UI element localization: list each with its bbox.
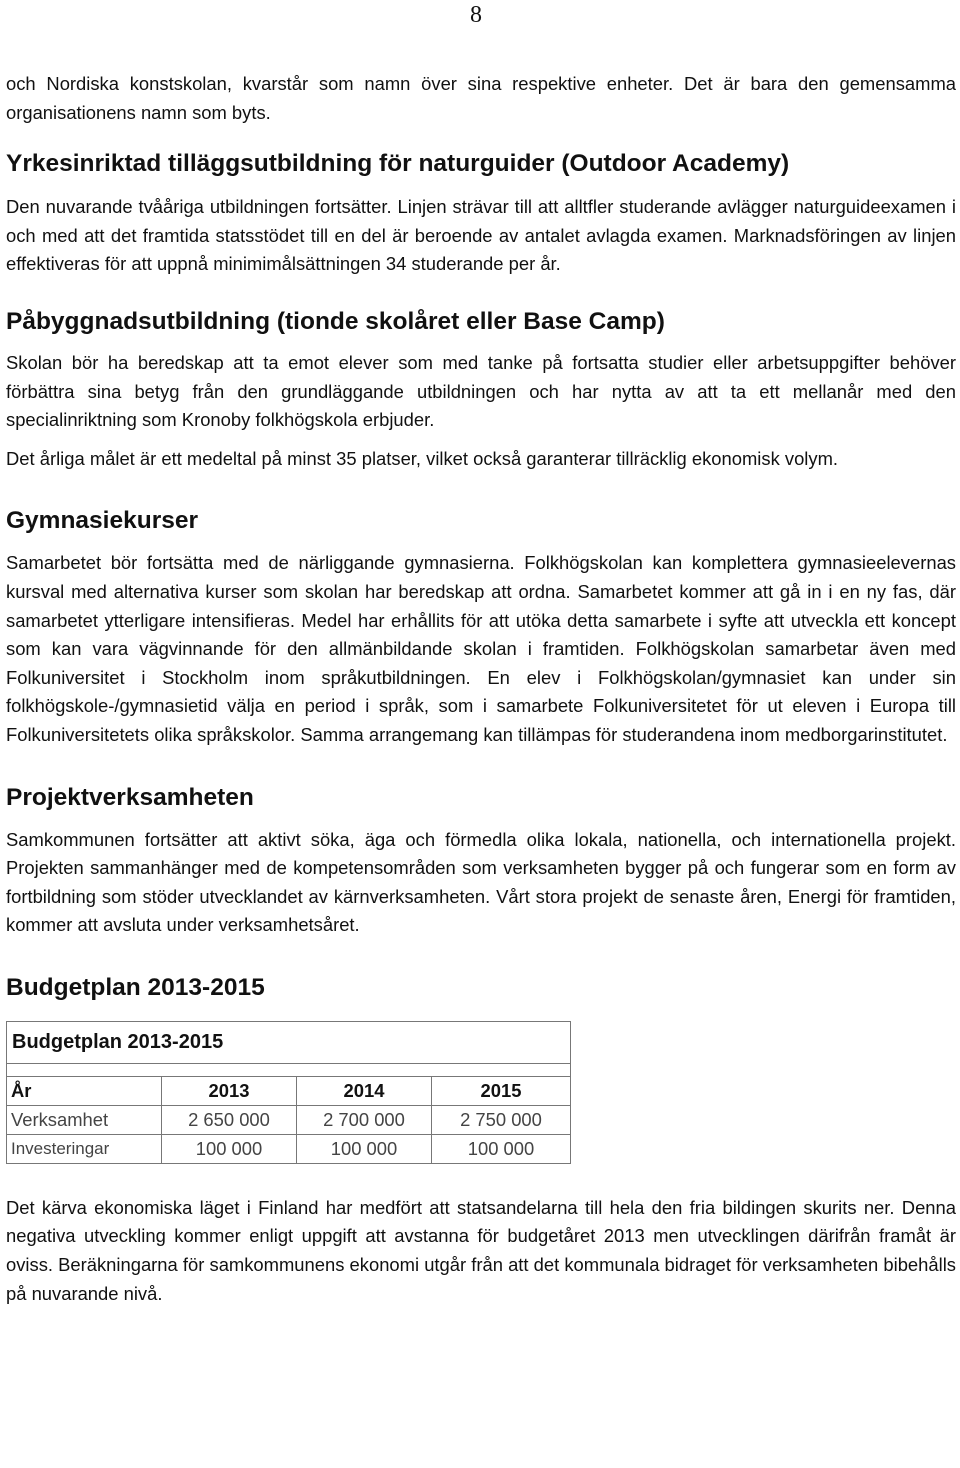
- projekt-paragraph: Samkommunen fortsätter att aktivt söka, äga och förmedla olika lokala, nationella, och internationella projekt. Projekten sammanhänger med de kompetensområden som verksamheten bygger på och fungerar som en form av fortbildning som stöder utvecklandet av kärnverksamheten. Vårt stora projekt de senaste åren, Energi för framtiden, kommer att avsluta under verksamhetsåret.: [6, 828, 956, 936]
- budget-header-2014: 2014: [297, 1076, 432, 1105]
- budget-row-label-verksamhet: Verksamhet: [7, 1105, 162, 1134]
- budget-cell: 2 750 000: [432, 1105, 571, 1134]
- budget-row-label-investeringar: Investeringar: [7, 1134, 162, 1163]
- gymnasiekurser-paragraph: Samarbetet bör fortsätta med de närliggande gymnasierna. Folkhögskolan kan komplettera gymnasieelevernas kursval med alternativa kurser som skolan har beredskap att ordna. Samarbetet kommer att gå in i en ny fas, där samarbetet ytterligare intensifieras. Medel har erhållits för att utöka detta samarbete i syfte att utveckla ett koncept som kan vara vägvinnande för den allmänbildande skolan i framtiden. Folkhögskolan samarbetar även med Folkuniversitet i Stockholm inom språkutbildningen. En elev i Folkhögskolan/gymnasiet kan under sin folkhögskole-/gymnasietid välja en period i språk, som i samarbete Folkuniversitetet för ut eleven i Europa till Folkuniversitetets olika språkskolor. Samma arrangemang kan tillämpas för studerandena inom medborgarinstitutet.: [6, 552, 956, 745]
- page-number: 8: [470, 2, 482, 28]
- pabyggnad-paragraph-1: Skolan bör ha beredskap att ta emot elever som med tanke på fortsatta studier eller arbetsuppgifter behöver förbättra sina betyg från den grundläggande utbildningen och har nytta av att ta ett mellanår med den specialinriktning som Kronoby folkhögskola erbjuder.: [6, 351, 956, 431]
- heading-yrkesinriktad: Yrkesinriktad tilläggsutbildning för naturguider (Outdoor Academy): [6, 150, 790, 178]
- budget-cell: 100 000: [297, 1134, 432, 1163]
- budget-table-header-row: [7, 1076, 571, 1105]
- document-body: [6, 70, 956, 1308]
- budget-cell: 2 700 000: [297, 1105, 432, 1134]
- budget-header-2013: 2013: [162, 1076, 297, 1105]
- budget-table-spacer: [7, 1063, 571, 1076]
- budget-cell: 2 650 000: [162, 1105, 297, 1134]
- budget-cell: 100 000: [162, 1134, 297, 1163]
- pabyggnad-paragraph-2: Det årliga målet är ett medeltal på minst 35 platser, vilket också garanterar tillräcklig ekonomisk volym.: [6, 447, 839, 469]
- table-row: [7, 1105, 571, 1134]
- budget-table-caption: Budgetplan 2013-2015: [7, 1021, 571, 1063]
- budget-table-caption-row: [7, 1021, 571, 1063]
- budget-table: [6, 1021, 571, 1164]
- heading-gymnasiekurser: Gymnasiekurser: [6, 507, 199, 535]
- intro-paragraph: och Nordiska konstskolan, kvarstår som namn över sina respektive enheter. Det är bara den gemensamma organisationens namn som byts.: [6, 73, 956, 123]
- budget-header-2015: 2015: [432, 1076, 571, 1105]
- heading-projektverksamheten: Projektverksamheten: [6, 783, 254, 811]
- budget-table-spacer-row: [7, 1063, 571, 1076]
- table-row: [7, 1134, 571, 1163]
- budget-cell: 100 000: [432, 1134, 571, 1163]
- yrkesinriktad-paragraph: Den nuvarande tvååriga utbildningen fortsätter. Linjen strävar till att alltfler studerande avlägger naturguideexamen i och med att det framtida statsstödet till en del är beroende av antalet avlagda examen. Marknadsföringen av linjen effektiveras för att uppnå minimimålsättningen 34 studerande per år.: [6, 196, 956, 275]
- budget-paragraph: Det kärva ekonomiska läget i Finland har medfört att statsandelarna till hela den fria bildingen skurits ner. Denna negativa utveckling kommer enligt uppgift att avstanna för budgetåret 2013 men utvecklingen därifrån framåt är oviss. Beräkningarna för samkommunens ekonomi utgår från att det kommunala bidraget för verksamheten bibehålls på nuvarande nivå.: [6, 1196, 956, 1304]
- heading-pabyggnad: Påbyggnadsutbildning (tionde skolåret eller Base Camp): [6, 307, 665, 335]
- budget-header-year: År: [7, 1076, 162, 1105]
- heading-budgetplan: Budgetplan 2013-2015: [6, 973, 265, 1001]
